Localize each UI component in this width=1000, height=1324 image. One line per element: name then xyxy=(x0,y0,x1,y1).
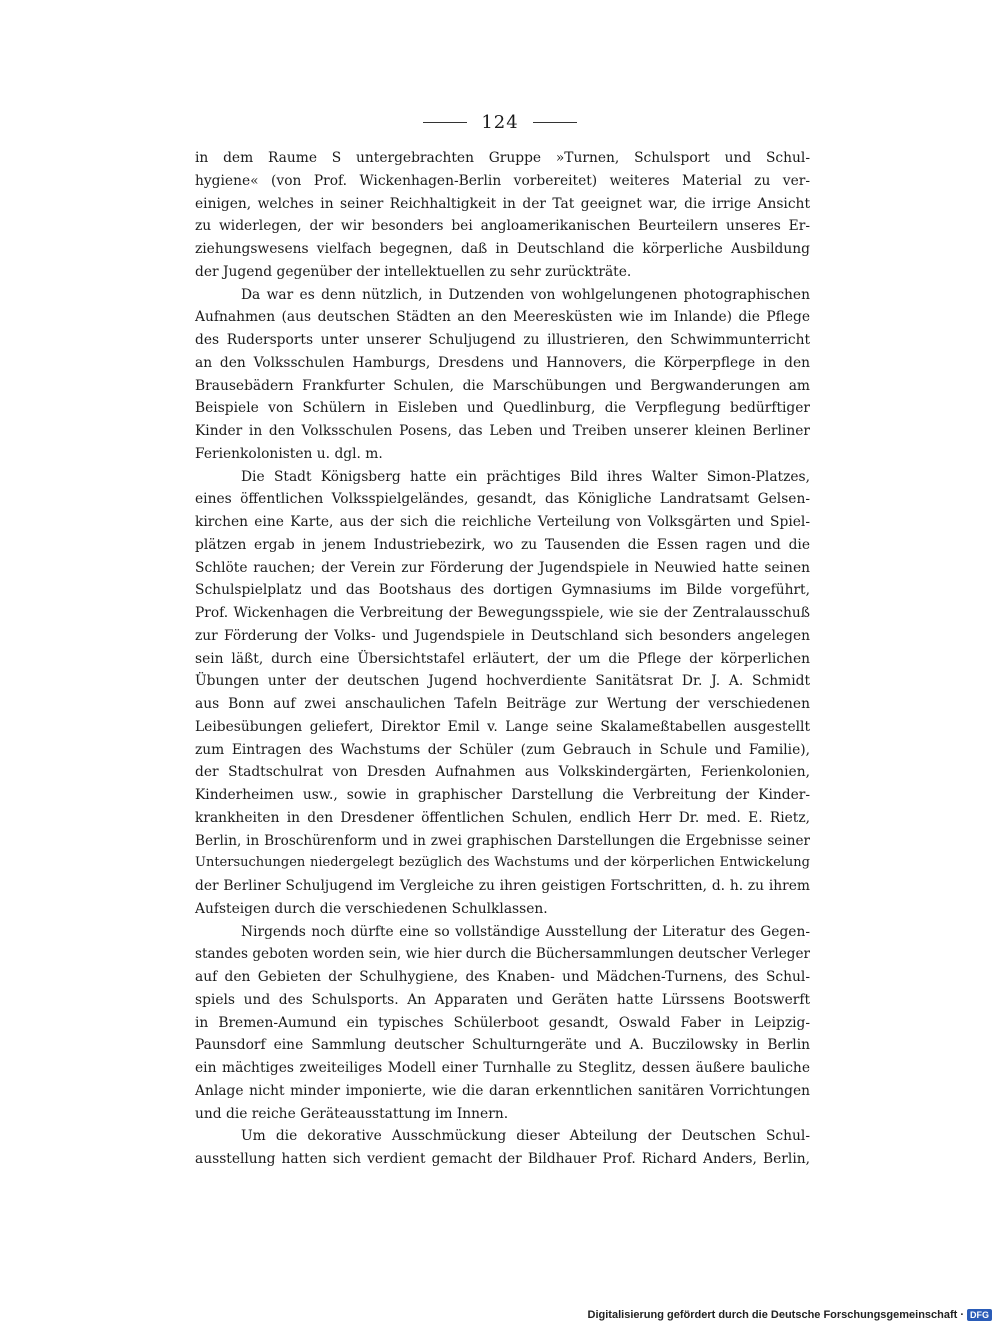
text-line: kirchen eine Karte, aus der sich die reichliche Verteilung von Volksgärten und Spiel- xyxy=(195,514,810,530)
text-line: der Stadtschulrat von Dresden Aufnahmen aus Volkskindergärten, Ferienkolonien, xyxy=(195,764,810,781)
text-line: sein läßt, durch eine Übersichtstafel erläutert, der um die Pflege der körperlichen xyxy=(195,650,810,667)
text-line: Aufsteigen durch die verschiedenen Schulklassen. xyxy=(195,900,548,917)
text-line: Prof. Wickenhagen die Verbreitung der Bewegungsspiele, wie sie der Zentralausschuß xyxy=(195,605,810,621)
header-rule-left xyxy=(423,122,467,123)
text-line: Da war es denn nützlich, in Dutzenden von wohlgelungenen photographischen xyxy=(241,286,810,303)
text-line: eines öffentlichen Volksspielgeländes, gesandt, das Königliche Landratsamt Gelsen- xyxy=(195,491,810,508)
body-text xyxy=(195,147,810,1171)
text-line: Beispiele von Schülern in Eisleben und Quedlinburg, die Verpflegung bedürftiger xyxy=(195,400,810,417)
text-line: ausstellung hatten sich verdient gemacht der Bildhauer Prof. Richard Anders, Berlin, xyxy=(195,1151,810,1167)
text-line: und die reiche Geräteausstattung im Innern. xyxy=(195,1105,509,1122)
text-line: Übungen unter der deutschen Jugend hochverdiente Sanitätsrat Dr. J. A. Schmidt xyxy=(195,673,810,690)
text-line: Anlage nicht minder imponierte, wie die daran erkenntlichen sanitären Vorrichtungen xyxy=(195,1082,810,1099)
text-line: ein mächtiges zweiteiliges Modell einer Turnhalle zu Steglitz, dessen äußere bauliche xyxy=(195,1060,810,1076)
page-header xyxy=(0,112,1000,133)
text-line: Schulspielplatz und das Bootshaus des dortigen Gymnasiums im Bilde vorgeführt, xyxy=(195,582,810,599)
text-line: in dem Raume S untergebrachten Gruppe »Turnen, Schulsport und Schul- xyxy=(195,150,810,166)
text-line: des Rudersports unter unserer Schuljugend zu illustrieren, den Schwimmunterricht xyxy=(195,332,810,348)
page-number: 124 xyxy=(481,112,519,133)
text-line: zum Eintragen des Wachstums der Schüler (zum Gebrauch in Schule und Familie), xyxy=(195,741,810,758)
header-rule-right xyxy=(533,122,577,123)
text-line: in Bremen-Aumund ein typisches Schülerboot gesandt, Oswald Faber in Leipzig- xyxy=(195,1014,810,1031)
text-line: ziehungswesens vielfach begegnen, daß in Deutschland die körperliche Ausbildung xyxy=(195,241,810,257)
text-line: Kinder in den Volksschulen Posens, das Leben und Treiben unserer kleinen Berliner xyxy=(195,423,810,439)
text-line: Aufnahmen (aus deutschen Städten an den Meeresküsten wie im Inlande) die Pflege xyxy=(195,309,810,326)
digitization-footer xyxy=(588,1309,992,1321)
text-line: standes geboten worden sein, wie hier durch die Büchersammlungen deutscher Verleger xyxy=(195,946,810,963)
text-line: plätzen ergab in jenem Industriebezirk, wo zu Tausenden die Essen ragen und die xyxy=(195,536,810,553)
text-line: Brausebädern Frankfurter Schulen, die Marschübungen und Bergwanderungen am xyxy=(195,377,810,394)
footer-separator: · xyxy=(960,1309,964,1321)
text-line: einigen, welches in seiner Reichhaltigkeit in der Tat geeignet war, die irrige Ansicht xyxy=(195,195,810,212)
text-line: auf den Gebieten der Schulhygiene, des Knaben- und Mädchen-Turnens, des Schul- xyxy=(195,969,810,985)
text-line: der Jugend gegenüber der intellektuellen zu sehr zurückträte. xyxy=(195,263,632,280)
text-line: Ferienkolonisten u. dgl. m. xyxy=(195,445,383,462)
text-line: Berlin, in Broschürenform und in zwei graphischen Darstellungen die Ergebnisse seiner xyxy=(195,832,810,849)
text-line: Nirgends noch dürfte eine so vollständige Ausstellung der Literatur des Gegen- xyxy=(241,923,810,940)
text-line: Kinderheimen usw., sowie in graphischer Darstellung die Verbreitung der Kinder- xyxy=(195,787,810,803)
text-line: spiels und des Schulsports. An Apparaten und Geräten hatte Lürssens Bootswerft xyxy=(195,991,810,1008)
text-line: an den Volksschulen Hamburgs, Dresdens und Hannovers, die Körperpflege in den xyxy=(195,354,810,371)
text-line: Die Stadt Königsberg hatte ein prächtiges Bild ihres Walter Simon-Platzes, xyxy=(241,468,810,485)
text-line: zur Förderung der Volks- und Jugendspiele in Deutschland sich besonders angelegen xyxy=(195,627,810,644)
text-line: Leibesübungen geliefert, Direktor Emil v. Lange seine Skalameßtabellen ausgestellt xyxy=(195,718,810,735)
text-line: Schlöte rauchen; der Verein zur Förderung der Jugendspiele in Neuwied hatte seinen xyxy=(195,559,810,576)
text-line: Untersuchungen niedergelegt bezüglich des Wachstums und der körperlichen Entwickelung xyxy=(195,855,810,871)
text-line: der Berliner Schuljugend im Vergleiche zu ihren geistigen Fortschritten, d. h. zu ihrem xyxy=(195,878,810,894)
text-line: Um die dekorative Ausschmückung dieser Abteilung der Deutschen Schul- xyxy=(241,1128,810,1145)
text-line: zu widerlegen, der wir besonders bei angloamerikanischen Beurteilern unseres Er- xyxy=(195,218,810,235)
text-line: Paunsdorf eine Sammlung deutscher Schulturngeräte und A. Buczilowsky in Berlin xyxy=(195,1037,810,1054)
text-line: hygiene« (von Prof. Wickenhagen-Berlin vorbereitet) weiteres Material zu ver- xyxy=(195,172,810,189)
text-line: aus Bonn auf zwei anschaulichen Tafeln Beiträge zur Wertung der verschiedenen xyxy=(195,696,810,712)
text-line: krankheiten in den Dresdener öffentlichen Schulen, endlich Herr Dr. med. E. Rietz, xyxy=(195,809,810,826)
dfg-logo-icon: DFG xyxy=(967,1309,992,1321)
footer-credit-text: Digitalisierung gefördert durch die Deutsche Forschungsgemeinschaft xyxy=(587,1309,958,1321)
